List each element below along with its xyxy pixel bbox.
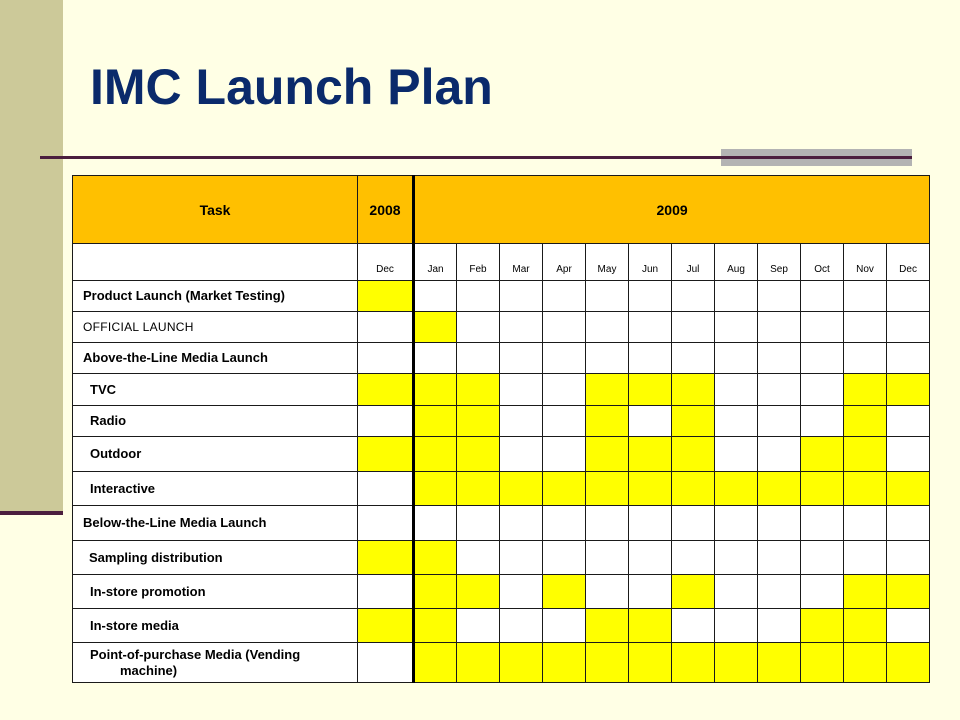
schedule-cell-active <box>457 575 500 609</box>
schedule-cell-active <box>672 437 715 472</box>
schedule-cell-active <box>586 643 629 683</box>
schedule-cell <box>801 312 844 343</box>
schedule-cell-active <box>543 472 586 506</box>
schedule-cell-active <box>758 472 801 506</box>
schedule-cell <box>844 506 887 541</box>
schedule-cell-active <box>457 406 500 437</box>
schedule-cell <box>887 312 930 343</box>
schedule-cell-active <box>844 472 887 506</box>
schedule-cell <box>358 472 414 506</box>
task-label: Outdoor <box>73 437 358 472</box>
schedule-cell <box>543 541 586 575</box>
schedule-cell-active <box>414 374 457 406</box>
schedule-cell <box>629 406 672 437</box>
schedule-cell <box>457 343 500 374</box>
task-label: Interactive <box>73 472 358 506</box>
header-row <box>73 176 930 244</box>
schedule-cell <box>758 575 801 609</box>
schedule-cell <box>844 343 887 374</box>
schedule-cell-active <box>844 643 887 683</box>
task-row <box>73 406 930 437</box>
schedule-cell <box>543 406 586 437</box>
task-label-line: machine) <box>120 662 178 678</box>
schedule-cell <box>758 609 801 643</box>
schedule-cell-active <box>672 406 715 437</box>
schedule-cell <box>586 506 629 541</box>
schedule-cell-active <box>844 437 887 472</box>
month-label: Aug <box>715 244 758 281</box>
schedule-cell <box>715 343 758 374</box>
schedule-cell <box>358 575 414 609</box>
schedule-cell <box>358 343 414 374</box>
schedule-cell <box>672 609 715 643</box>
header-2008: 2008 <box>358 176 414 244</box>
schedule-cell-active <box>414 643 457 683</box>
schedule-cell <box>887 541 930 575</box>
header-2009: 2009 <box>414 176 930 244</box>
schedule-cell <box>500 541 543 575</box>
task-row <box>73 609 930 643</box>
schedule-cell <box>758 374 801 406</box>
task-row <box>73 506 930 541</box>
schedule-cell <box>887 406 930 437</box>
schedule-cell <box>543 281 586 312</box>
month-label: Oct <box>801 244 844 281</box>
header-task: Task <box>73 176 358 244</box>
accent-bar <box>0 0 63 511</box>
schedule-cell <box>358 643 414 683</box>
schedule-cell-active <box>414 575 457 609</box>
schedule-cell <box>887 343 930 374</box>
schedule-cell-active <box>801 609 844 643</box>
schedule-cell <box>672 281 715 312</box>
schedule-cell <box>543 609 586 643</box>
month-label: Jan <box>414 244 457 281</box>
launch-plan-table <box>72 175 930 683</box>
schedule-cell <box>543 374 586 406</box>
schedule-cell <box>672 343 715 374</box>
schedule-cell-active <box>457 472 500 506</box>
schedule-cell-active <box>586 437 629 472</box>
schedule-cell <box>457 312 500 343</box>
schedule-cell <box>715 312 758 343</box>
schedule-cell <box>500 406 543 437</box>
schedule-cell <box>758 406 801 437</box>
task-row <box>73 472 930 506</box>
schedule-cell <box>672 506 715 541</box>
schedule-cell <box>629 343 672 374</box>
schedule-cell <box>500 575 543 609</box>
schedule-cell <box>543 506 586 541</box>
schedule-cell <box>715 506 758 541</box>
schedule-cell-active <box>715 643 758 683</box>
schedule-cell-active <box>414 312 457 343</box>
schedule-cell <box>414 343 457 374</box>
schedule-cell <box>543 437 586 472</box>
schedule-cell <box>629 281 672 312</box>
schedule-cell <box>715 437 758 472</box>
schedule-cell-active <box>844 406 887 437</box>
schedule-cell-active <box>672 472 715 506</box>
schedule-cell-active <box>586 374 629 406</box>
task-label: In-store media <box>73 609 358 643</box>
task-label: Product Launch (Market Testing) <box>73 281 358 312</box>
schedule-cell <box>801 374 844 406</box>
schedule-cell <box>500 609 543 643</box>
schedule-cell <box>586 312 629 343</box>
schedule-cell-active <box>629 643 672 683</box>
schedule-cell-active <box>586 472 629 506</box>
task-label: OFFICIAL LAUNCH <box>73 312 358 343</box>
month-label: Nov <box>844 244 887 281</box>
schedule-cell-active <box>801 437 844 472</box>
schedule-cell-active <box>672 374 715 406</box>
schedule-cell <box>844 312 887 343</box>
schedule-cell <box>414 281 457 312</box>
schedule-cell-active <box>457 437 500 472</box>
task-row <box>73 343 930 374</box>
schedule-cell <box>414 506 457 541</box>
schedule-cell-active <box>844 609 887 643</box>
slide-title: IMC Launch Plan <box>90 59 493 115</box>
schedule-cell <box>500 374 543 406</box>
schedule-cell <box>500 312 543 343</box>
schedule-cell <box>887 609 930 643</box>
task-label: TVC <box>73 374 358 406</box>
schedule-cell-active <box>887 374 930 406</box>
schedule-cell-active <box>500 643 543 683</box>
schedule-cell-active <box>887 472 930 506</box>
schedule-cell <box>715 406 758 437</box>
schedule-cell-active <box>414 472 457 506</box>
task-row <box>73 541 930 575</box>
schedule-cell <box>500 437 543 472</box>
schedule-cell-active <box>586 406 629 437</box>
schedule-cell-active <box>887 575 930 609</box>
schedule-cell-active <box>414 609 457 643</box>
schedule-cell <box>629 312 672 343</box>
schedule-cell-active <box>543 643 586 683</box>
schedule-cell <box>457 506 500 541</box>
schedule-cell <box>500 343 543 374</box>
schedule-cell <box>358 312 414 343</box>
schedule-cell <box>586 281 629 312</box>
schedule-cell <box>801 406 844 437</box>
month-label: Jul <box>672 244 715 281</box>
schedule-cell <box>758 281 801 312</box>
accent-bar-foot <box>0 511 63 515</box>
schedule-cell-active <box>801 472 844 506</box>
month-label: Feb <box>457 244 500 281</box>
schedule-cell-active <box>543 575 586 609</box>
schedule-cell <box>715 281 758 312</box>
schedule-cell <box>629 541 672 575</box>
month-label: Mar <box>500 244 543 281</box>
schedule-cell <box>801 506 844 541</box>
schedule-cell <box>586 541 629 575</box>
schedule-cell-active <box>629 437 672 472</box>
schedule-cell-active <box>358 281 414 312</box>
schedule-cell <box>672 541 715 575</box>
schedule-cell <box>801 575 844 609</box>
schedule-cell <box>844 541 887 575</box>
schedule-cell-active <box>672 575 715 609</box>
schedule-cell <box>457 281 500 312</box>
schedule-cell <box>758 343 801 374</box>
schedule-cell <box>758 506 801 541</box>
task-label: Radio <box>73 406 358 437</box>
month-label: Jun <box>629 244 672 281</box>
schedule-cell <box>715 609 758 643</box>
month-label: Sep <box>758 244 801 281</box>
task-label-line: Point-of-purchase Media (Vending <box>90 646 301 662</box>
schedule-cell-active <box>758 643 801 683</box>
schedule-cell <box>758 541 801 575</box>
schedule-cell <box>543 343 586 374</box>
schedule-cell <box>715 575 758 609</box>
task-row <box>73 643 930 683</box>
schedule-cell-active <box>457 643 500 683</box>
schedule-cell <box>500 281 543 312</box>
schedule-cell-active <box>457 374 500 406</box>
task-row <box>73 374 930 406</box>
month-label: Apr <box>543 244 586 281</box>
schedule-cell-active <box>801 643 844 683</box>
schedule-cell-active <box>629 472 672 506</box>
schedule-cell <box>586 575 629 609</box>
schedule-cell <box>801 281 844 312</box>
schedule-cell-active <box>672 643 715 683</box>
schedule-cell <box>758 312 801 343</box>
schedule-cell <box>358 406 414 437</box>
schedule-cell-active <box>414 437 457 472</box>
schedule-cell-active <box>629 609 672 643</box>
task-label <box>73 643 358 683</box>
task-label: In-store promotion <box>73 575 358 609</box>
month-label: Dec <box>358 244 414 281</box>
months-row <box>73 244 930 281</box>
schedule-cell <box>500 506 543 541</box>
task-label: Below-the-Line Media Launch <box>73 506 358 541</box>
schedule-cell <box>629 506 672 541</box>
schedule-cell <box>672 312 715 343</box>
schedule-cell-active <box>500 472 543 506</box>
schedule-cell-active <box>715 472 758 506</box>
schedule-cell-active <box>358 541 414 575</box>
month-label: May <box>586 244 629 281</box>
schedule-cell-active <box>629 374 672 406</box>
task-row <box>73 575 930 609</box>
schedule-cell <box>715 541 758 575</box>
task-label: Above-the-Line Media Launch <box>73 343 358 374</box>
task-row <box>73 281 930 312</box>
title-rule-segment <box>721 156 912 159</box>
schedule-cell-active <box>414 406 457 437</box>
task-row <box>73 437 930 472</box>
schedule-cell-active <box>586 609 629 643</box>
schedule-cell-active <box>414 541 457 575</box>
schedule-cell-active <box>887 643 930 683</box>
schedule-cell-active <box>358 437 414 472</box>
task-label: Sampling distribution <box>73 541 358 575</box>
schedule-cell-active <box>358 374 414 406</box>
schedule-cell <box>887 437 930 472</box>
schedule-cell-active <box>844 374 887 406</box>
schedule-cell <box>358 506 414 541</box>
schedule-cell <box>715 374 758 406</box>
schedule-cell <box>758 437 801 472</box>
schedule-cell <box>586 343 629 374</box>
schedule-cell <box>887 281 930 312</box>
schedule-cell <box>629 575 672 609</box>
schedule-cell <box>887 506 930 541</box>
task-row <box>73 312 930 343</box>
schedule-cell <box>457 609 500 643</box>
schedule-cell <box>801 541 844 575</box>
schedule-cell <box>457 541 500 575</box>
schedule-cell-active <box>844 575 887 609</box>
month-label: Dec <box>887 244 930 281</box>
schedule-cell <box>844 281 887 312</box>
schedule-cell <box>801 343 844 374</box>
schedule-cell-active <box>358 609 414 643</box>
months-row-blank <box>73 244 358 281</box>
schedule-cell <box>543 312 586 343</box>
